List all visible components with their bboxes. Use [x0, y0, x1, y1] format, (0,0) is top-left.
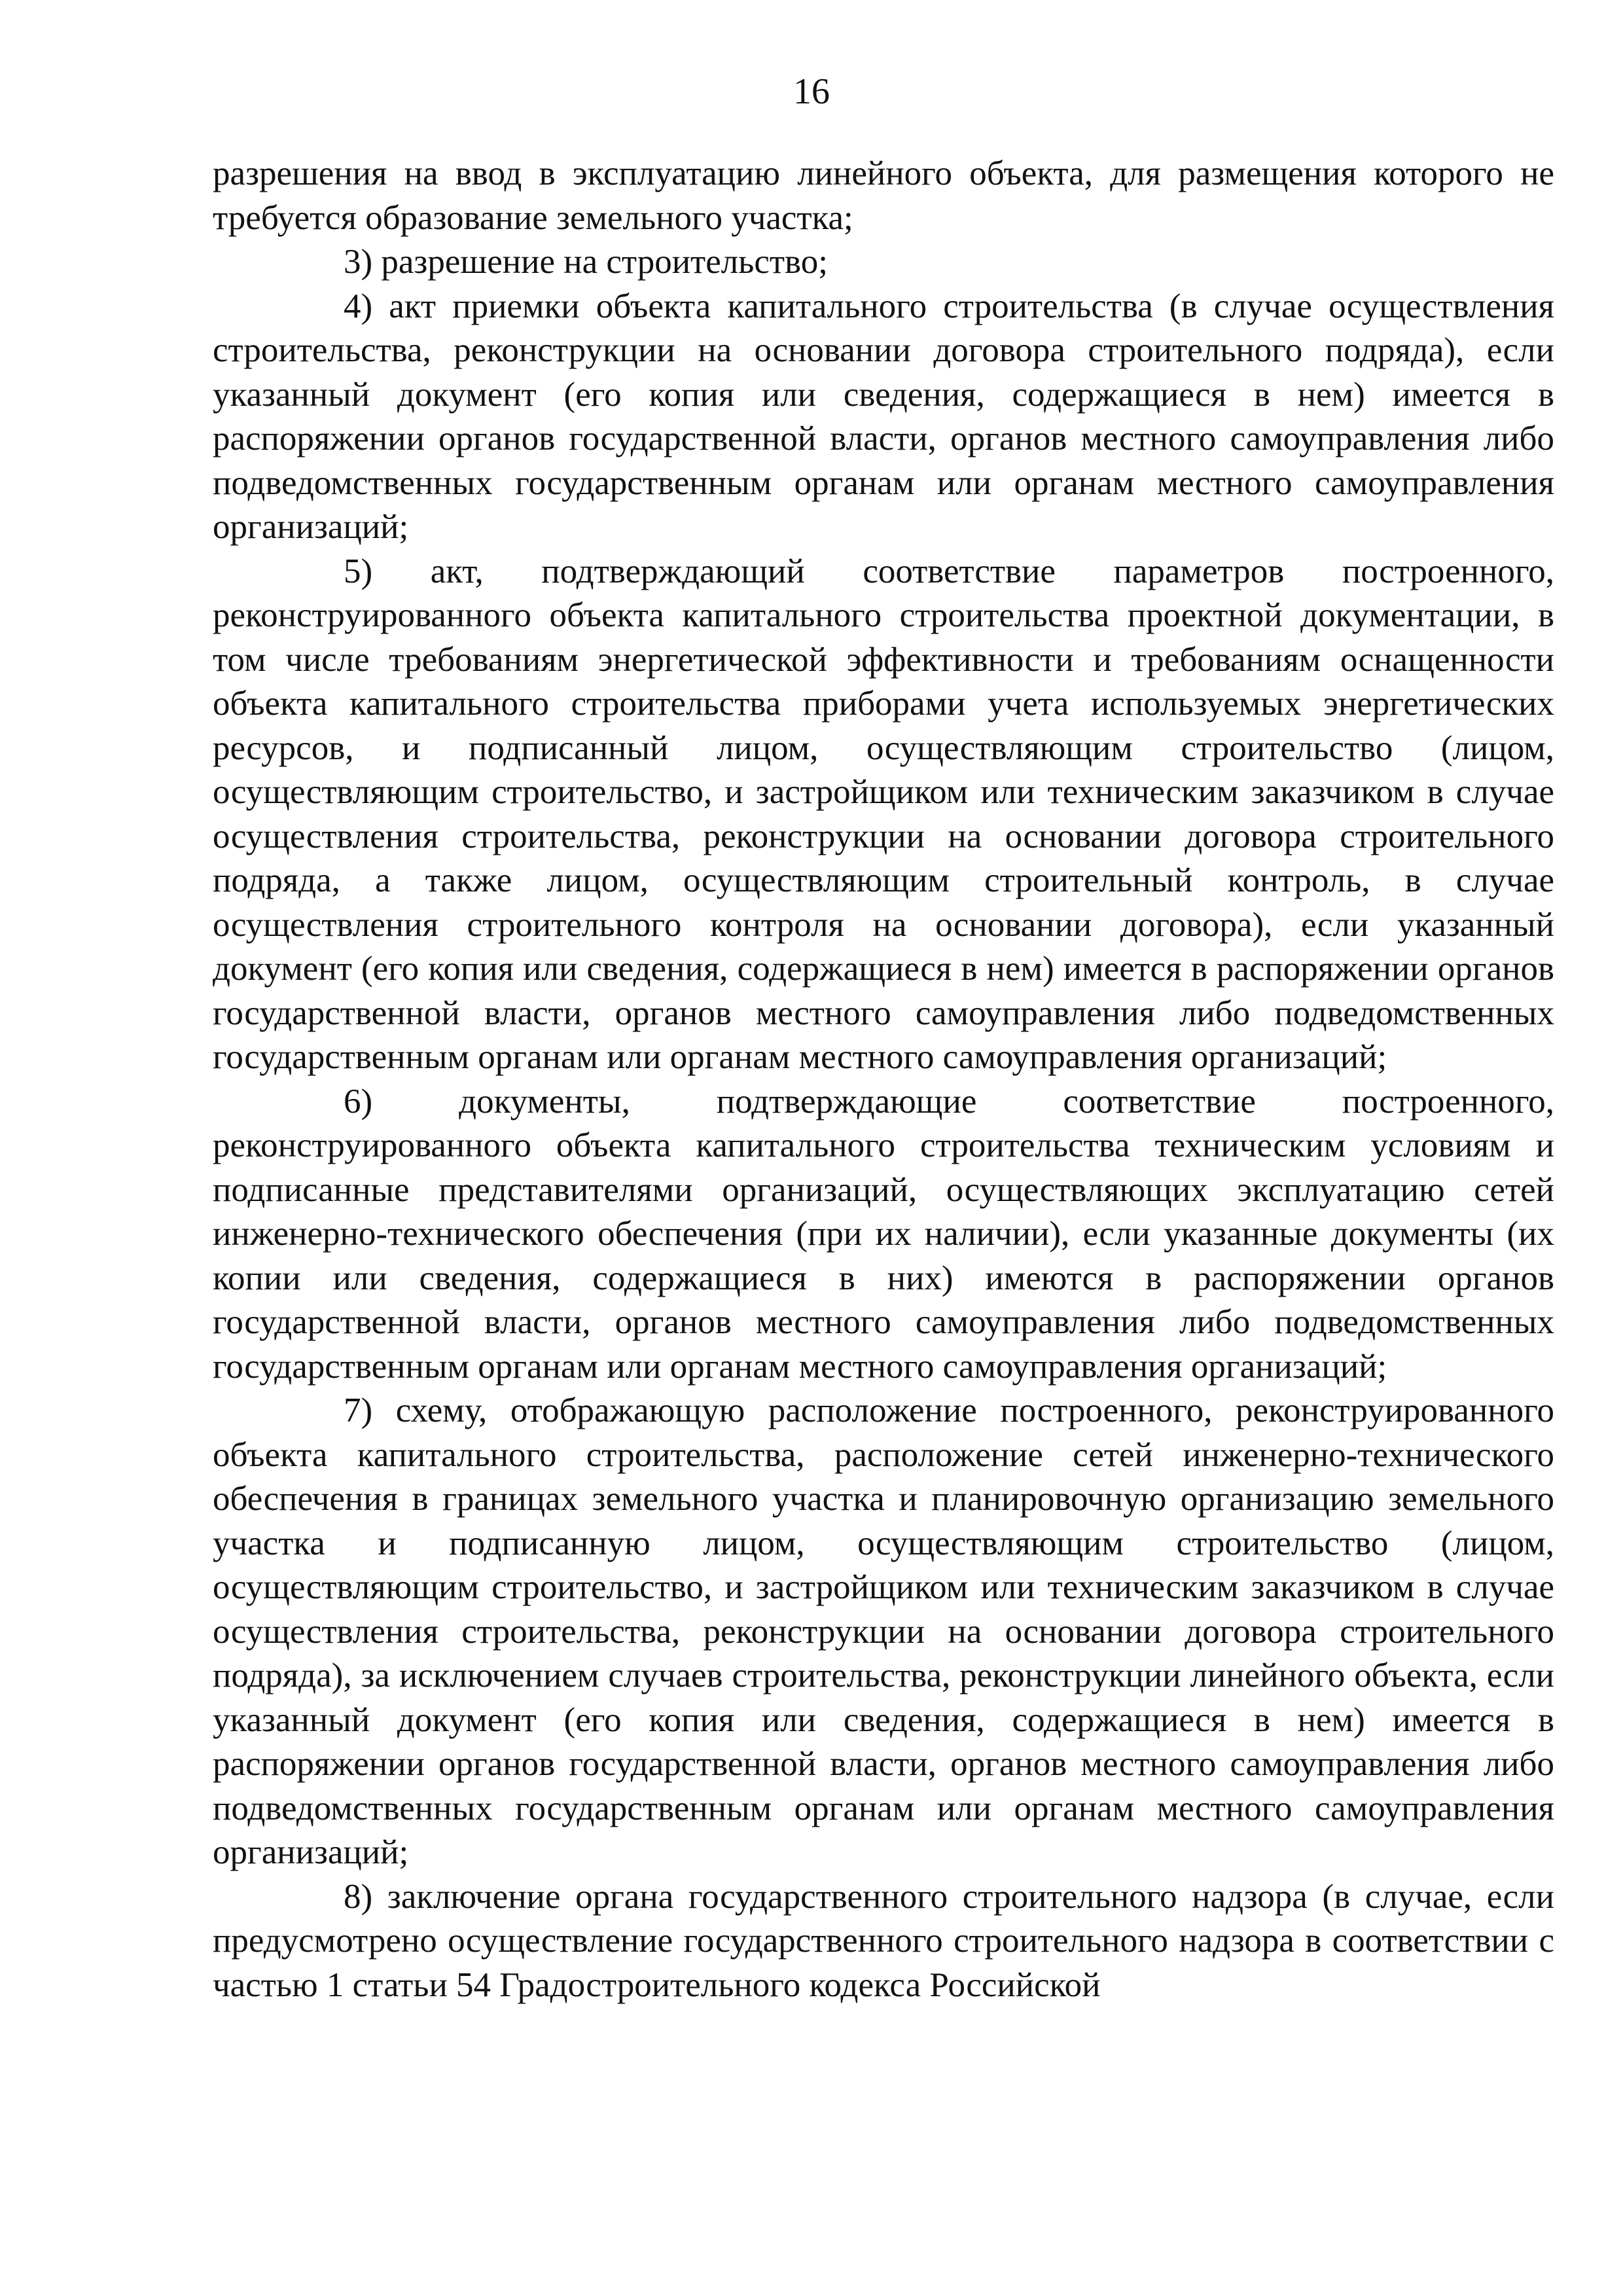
paragraph-continuation: разрешения на ввод в эксплуатацию линейного объекта, для размещения которого не требуется образование земельного участка;: [213, 154, 1554, 237]
paragraph-item-7: 7) схему, отображающую расположение построенного, реконструированного объекта капитального строительства, расположение сетей инженерно-технического обеспечения в границах земельного участка и планировочную организацию земельного участка и подписанную лицом, осуществляющим строительство (лицом, осуществляющим строительство, и застройщиком или техническим заказчиком в случае осуществления строительства, реконструкции на основании договора строительного подряда), за исключением случаев строительства, реконструкции линейного объекта, если указанный документ (его копия или сведения, содержащиеся в нем) имеется в распоряжении органов государственной власти, органов местного самоуправления либо подведомственных государственным органам или органам местного самоуправления организаций;: [213, 1391, 1554, 1871]
document-body: [213, 152, 1554, 2007]
paragraph-item-4: 4) акт приемки объекта капитального строительства (в случае осуществления строительства, реконструкции на основании договора строительного подряда), если указанный документ (его копия или сведения, содержащиеся в нем) имеется в распоряжении органов государственной власти, органов местного самоуправления либо подведомственных государственным органам или органам местного самоуправления организаций;: [213, 287, 1554, 546]
paragraph-item-8: 8) заключение органа государственного строительного надзора (в случае, если предусмотрено осуществление государственного строительного надзора в соответствии с частью 1 статьи 54 Градостроительного кодекса Российской: [213, 1877, 1554, 2004]
paragraph-item-3: 3) разрешение на строительство;: [344, 243, 828, 281]
paragraph-item-6: 6) документы, подтверждающие соответствие построенного, реконструированного объекта капитального строительства техническим условиям и подписанные представителями организаций, осуществляющих эксплуатацию сетей инженерно-технического обеспечения (при их наличии), если указанные документы (их копии или сведения, содержащиеся в них) имеются в распоряжении органов государственной власти, органов местного самоуправления либо подведомственных государственным органам или органам местного самоуправления организаций;: [213, 1082, 1554, 1386]
paragraph-item-5: 5) акт, подтверждающий соответствие параметров построенного, реконструированного объекта капитального строительства проектной документации, в том числе требованиям энергетической эффективности и требованиям оснащенности объекта капитального строительства приборами учета используемых энергетических ресурсов, и подписанный лицом, осуществляющим строительство (лицом, осуществляющим строительство, и застройщиком или техническим заказчиком в случае осуществления строительства, реконструкции на основании договора строительного подряда, а также лицом, осуществляющим строительный контроль, в случае осуществления строительного контроля на основании договора), если указанный документ (его копия или сведения, содержащиеся в нем) имеется в распоряжении органов государственной власти, органов местного самоуправления либо подведомственных государственным органам или органам местного самоуправления организаций;: [213, 552, 1554, 1076]
page-number: 16: [793, 71, 830, 112]
